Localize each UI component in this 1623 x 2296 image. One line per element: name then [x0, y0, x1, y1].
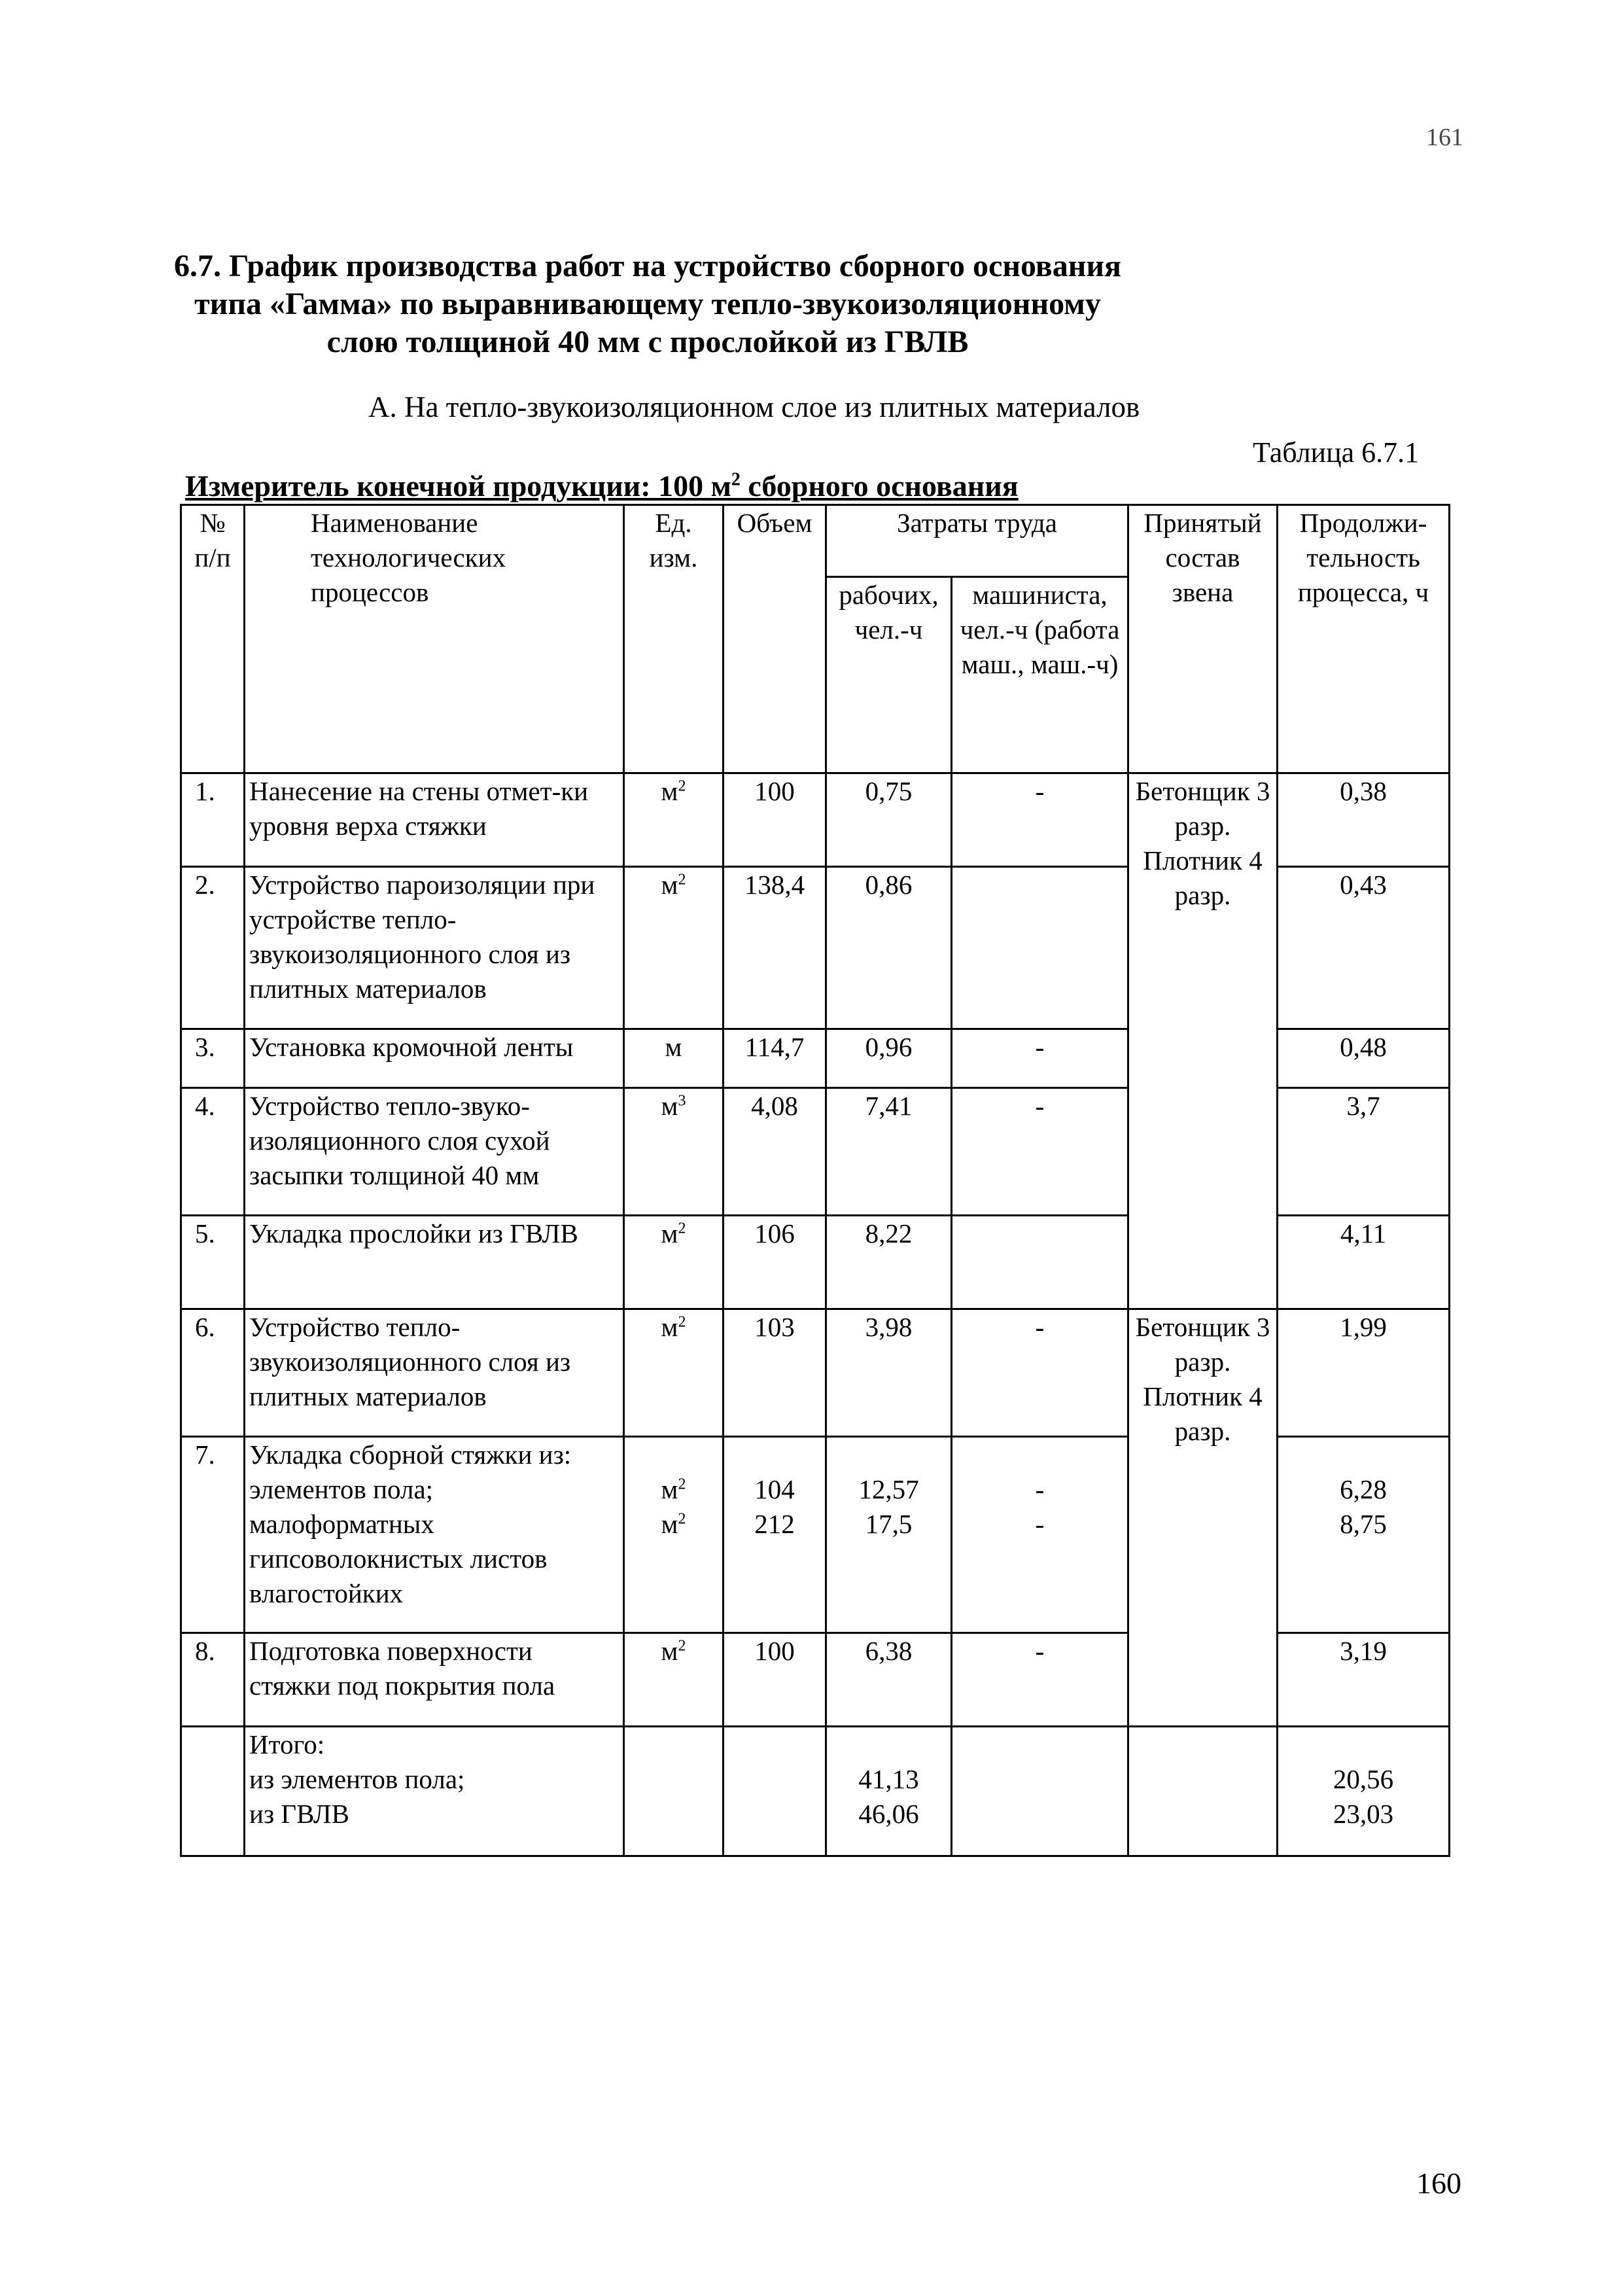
row-unit: $м^2$ $м^2$	[624, 1437, 724, 1633]
row-unit: $м^2$	[624, 1216, 724, 1309]
row-volume: 4,08	[724, 1088, 826, 1216]
header-name: Наименование технологических процессов	[245, 505, 624, 773]
row-num: 3.	[181, 1029, 245, 1088]
row-volume: 114,7	[724, 1029, 826, 1088]
total-num	[181, 1727, 245, 1856]
row-workers: 0,96	[826, 1029, 952, 1088]
row-name: Подготовка поверхности стяжки под покрытия пола	[245, 1633, 624, 1727]
total-unit	[624, 1727, 724, 1856]
row-unit: $м^2$	[624, 773, 724, 867]
row-machinist: -	[952, 1088, 1128, 1216]
row-name: Укладка сборной стяжки из: элементов пола; малоформатных гипсоволокнистых листов влагостойких	[245, 1437, 624, 1633]
row-duration: 6,28 8,75	[1278, 1437, 1450, 1633]
row-num: 5.	[181, 1216, 245, 1309]
row-volume: 106	[724, 1216, 826, 1309]
row-machinist: -	[952, 1309, 1128, 1437]
measure-prefix: Измеритель конечной продукции: 100 м	[185, 469, 731, 503]
row-name: Устройство тепло-звуко-изоляционного слоя сухой засыпки толщиной 40 мм	[245, 1088, 624, 1216]
row-duration: 0,48	[1278, 1029, 1450, 1088]
row-volume: 100	[724, 773, 826, 867]
row-volume: 104 212	[724, 1437, 826, 1633]
row-volume: 138,4	[724, 867, 826, 1029]
row-num: 6.	[181, 1309, 245, 1437]
total-machinist	[952, 1727, 1128, 1856]
section-subtitle: А. На тепло-звукоизоляционном слое из плитных материалов	[368, 391, 1140, 423]
page-number-top: 161	[1426, 124, 1463, 151]
row-name: Укладка прослойки из ГВЛВ	[245, 1216, 624, 1309]
row-unit: $м^2$	[624, 1309, 724, 1437]
header-machinist: машиниста, чел.-ч (работа маш., маш.-ч)	[952, 577, 1128, 773]
row-duration: 1,99	[1278, 1309, 1450, 1437]
row-unit: м	[624, 1029, 724, 1088]
measure-suffix: сборного основания	[740, 469, 1019, 503]
row-name: Устройство пароизоляции при устройстве тепло-звукоизоляционного слоя из плитных материалов	[245, 867, 624, 1029]
total-workers: 41,13 46,06	[826, 1727, 952, 1856]
row-duration: 3,7	[1278, 1088, 1450, 1216]
page-title: 6.7. График производства работ на устройство сборного основания типа «Гамма» по выравнивающему тепло-звукоизоляционному слою толщиной 40 мм с прослойкой из ГВЛВ	[174, 249, 1121, 359]
row-volume: 103	[724, 1309, 826, 1437]
table-row	[181, 773, 1450, 867]
header-duration: Продолжи-тельность процесса, ч	[1278, 505, 1450, 773]
row-workers: 8,22	[826, 1216, 952, 1309]
row-duration: 4,11	[1278, 1216, 1450, 1309]
header-num: № п/п	[181, 505, 245, 773]
total-volume	[724, 1727, 826, 1856]
row-num: 8.	[181, 1633, 245, 1727]
total-crew	[1128, 1727, 1278, 1856]
row-unit: $м^2$	[624, 1633, 724, 1727]
total-duration: 20,56 23,03	[1278, 1727, 1450, 1856]
row-volume: 100	[724, 1633, 826, 1727]
row-machinist: -	[952, 1029, 1128, 1088]
table-label: Таблица 6.7.1	[1253, 436, 1420, 468]
row-num: 2.	[181, 867, 245, 1029]
work-schedule-table	[180, 504, 1450, 1857]
header-workers: рабочих, чел.-ч	[826, 577, 952, 773]
row-unit: $м^2$	[624, 867, 724, 1029]
header-volume: Объем	[724, 505, 826, 773]
row-machinist: -	[952, 1633, 1128, 1727]
row-machinist: -	[952, 773, 1128, 867]
row-machinist	[952, 1216, 1128, 1309]
row-unit: $м^3$	[624, 1088, 724, 1216]
row-workers: 6,38	[826, 1633, 952, 1727]
row-workers: 12,57 17,5	[826, 1437, 952, 1633]
row-workers: 0,75	[826, 773, 952, 867]
row-name: Установка кромочной ленты	[245, 1029, 624, 1088]
row-machinist	[952, 867, 1128, 1029]
measure-caption	[185, 468, 1019, 503]
page-number-bottom: 160	[1416, 2166, 1461, 2200]
row-workers: 0,86	[826, 867, 952, 1029]
header-crew: Принятый состав звена	[1128, 505, 1278, 773]
row-num: 7.	[181, 1437, 245, 1633]
row-duration: 3,19	[1278, 1633, 1450, 1727]
row-workers: 7,41	[826, 1088, 952, 1216]
crew-group-2: Бетонщик 3 разр. Плотник 4 разр.	[1128, 1309, 1278, 1727]
crew-group-1: Бетонщик 3 разр. Плотник 4 разр.	[1128, 773, 1278, 1309]
table-row	[181, 1309, 1450, 1437]
row-name: Устройство тепло-звукоизоляционного слоя из плитных материалов	[245, 1309, 624, 1437]
row-num: 1.	[181, 773, 245, 867]
row-duration: 0,43	[1278, 867, 1450, 1029]
row-num: 4.	[181, 1088, 245, 1216]
row-duration: 0,38	[1278, 773, 1450, 867]
row-workers: 3,98	[826, 1309, 952, 1437]
row-machinist: - -	[952, 1437, 1128, 1633]
row-name: Нанесение на стены отмет-ки уровня верха стяжки	[245, 773, 624, 867]
total-label: Итого: из элементов пола; из ГВЛВ	[245, 1727, 624, 1856]
total-row	[181, 1727, 1450, 1856]
header-unit: Ед. изм.	[624, 505, 724, 773]
header-labor: Затраты труда	[826, 505, 1128, 577]
measure-sup: 2	[731, 469, 741, 490]
